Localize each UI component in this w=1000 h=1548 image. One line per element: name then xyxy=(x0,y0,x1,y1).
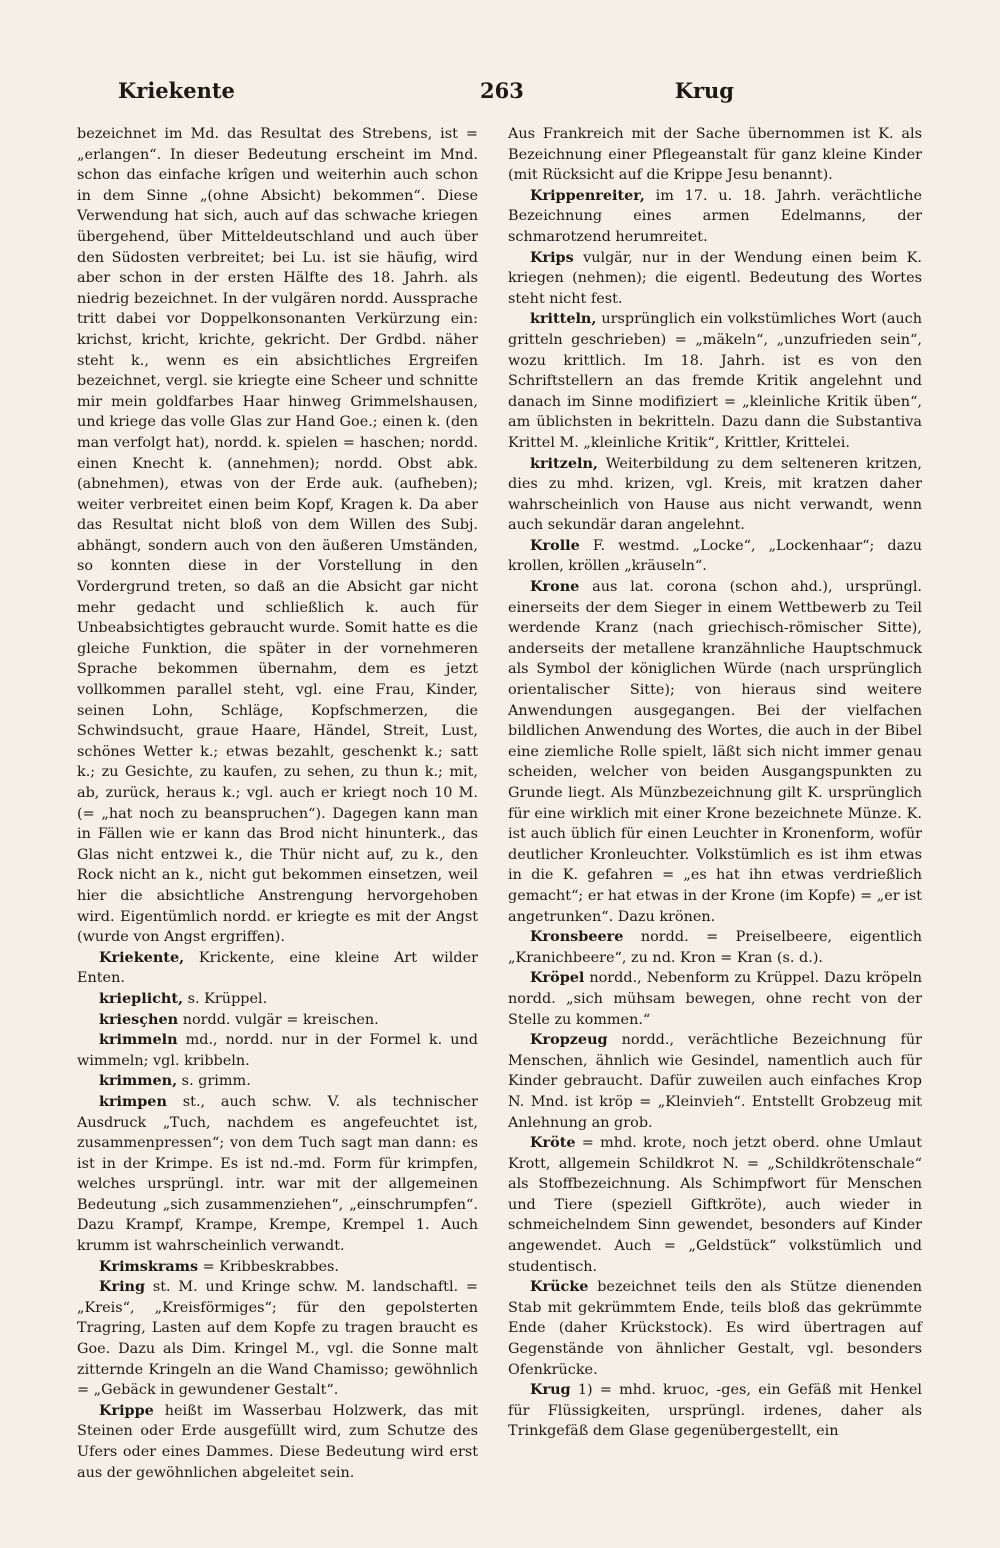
entry-text: nordd. = Preiselbeere, eigentlich „Kranichbeere“, zu nd. Kron = Kran (s. d.). xyxy=(508,929,922,966)
entry-text: im 17. u. 18. Jahrh. verächtliche Bezeichnung eines armen Edelmanns, der schmarotzend herumreitet. xyxy=(508,187,922,245)
entry-headword: Kronsbeere xyxy=(530,928,624,946)
entry-text: heißt im Wasserbau Holzwerk, das mit Steinen oder Erde ausgefüllt wird, zum Schutze des Ufers oder eines Dammes. Diese Bedeutung wird erst aus der gewöhnlichen abgeleitet sein. xyxy=(77,1402,478,1481)
entry-headword: Krips xyxy=(530,248,574,266)
dictionary-entry xyxy=(508,1133,922,1277)
dictionary-entry xyxy=(508,536,922,577)
header-last-entry: Krug xyxy=(674,78,734,103)
dictionary-entry xyxy=(508,968,922,1030)
dictionary-entry xyxy=(77,1030,478,1071)
entry-headword: Krücke xyxy=(530,1278,589,1296)
entry-headword: Krone xyxy=(530,578,580,596)
dictionary-entry xyxy=(508,248,922,310)
entry-headword: krimpen xyxy=(99,1092,167,1110)
entry-text: 1) = mhd. kruoc, -ges, ein Gefäß mit Henkel für Flüssigkeiten, ursprüngl. irdenes, daher als Trinkgefäß dem Glase gegenübergestellt, ein xyxy=(508,1382,922,1440)
entry-text: = Kribbeskrabbes. xyxy=(198,1258,339,1275)
running-header xyxy=(118,78,734,112)
entry-headword: krieplicht, xyxy=(99,989,184,1007)
entry-headword: krimmeln xyxy=(99,1031,178,1049)
entry-headword: kritteln, xyxy=(530,310,597,328)
entry-headword: Krolle xyxy=(530,536,580,554)
entry-text: bezeichnet im Md. das Resultat des Strebens, ist = „erlangen“. In dieser Bedeutung erscheint im Mnd. schon das einfache krîgen und weiterhin auch schon in dem Sinne „(ohne Absicht) bekommen“. Diese Verwendung hat sich, auch auf das schwache kriegen übergehend, über Mitteldeutschland und auch über den Südosten verbreitet; bei Lu. ist sie häufig, wird aber schon in der ersten Hälfte des 18. Jahrh. als niedrig bezeichnet. In der vulgären nordd. Aussprache tritt dabei vor Doppelkonsonanten Verkürzung ein: krichst, kricht, krichte, gekricht. Der Grdbd. näher steht k., wenn es ein absichtliches Ergreifen bezeichnet, vergl. sie kriegte eine Scheer und schnitte mir mein goldfarbes Haar hinweg Grimmelshausen, und kriege das volle Glas zur Hand Goe.; einen k. (den man verfolgt hat), nordd. k. spielen = haschen; nordd. einen Knecht k. (annehmen); nordd. Obst abk. (abnehmen), etwas von der Erde auk. (aufheben); weiter verbreitet einen beim Kopf, Kragen k. Da aber das Resultat nicht bloß von dem Willen des Subj. abhängt, sondern auch von den äußeren Umständen, so konnten diese in der Vorstellung in den Vordergrund treten, so daß an die Absicht gar nicht mehr gedacht und schließlich k. auch für Unbeabsichtigtes gebraucht wurde. Somit hatte es die gleiche Funktion, die später in der vornehmeren Sprache bekommen übernahm, dem es jetzt vollkommen parallel steht, vgl. eine Frau, Kinder, seinen Lohn, Schläge, Kopfschmerzen, die Schwindsucht, graue Haare, Händel, Streit, Lust, schönes Wetter k.; etwas bezahlt, geschenkt k.; satt k.; zu Gesichte, zu kaufen, zu sehen, zu thun k.; mit, ab, zurück, heraus k.; vgl. auch er kriegt noch 10 M. (= „hat noch zu beanspruchen“). Dagegen kann man in Fällen wie er kann das Brod nicht hinunterk., das Glas nicht entzwei k., die Thür nicht auf, zu k., den Rock nicht an k., nicht gut bekommen einsetzen, weil hier die absichtliche Anstrengung hervorgehoben wird. Eigentümlich nordd. er kriegte es mit der Angst (wurde von Angst ergriffen). xyxy=(77,126,478,946)
dictionary-entry xyxy=(77,1010,478,1031)
entry-text: aus lat. corona (schon ahd.), ursprüngl. einerseits der dem Sieger in einem Wettbewerb zu Teil werdende Kranz (nach griechisch-römischer Sitte), anderseits der metallene kranzähnliche Hauptschmuck als Symbol der königlichen Würde (nach ursprünglich orientalischer Sitte); von hieraus sind weitere Anwendungen ausgegangen. Bei der vielfachen bildlichen Anwendung des Wortes, die auch in der Bibel eine ziemliche Rolle spielt, läßt sich nicht immer genau scheiden, welcher von beiden Ausgangspunkten zu Grunde liegt. Als Münzbezeichnung gilt K. ursprünglich für eine wirklich mit einer Krone bezeichnete Münze. K. ist auch üblich für einen Leuchter in Kronenform, wofür deutlicher Kronleuchter. Volkstümlich es ist ihm etwas in die K. gefahren = „es hat ihn etwas verdrießlich gemacht“; er hat etwas in der Krone (im Kopfe) = „er ist angetrunken“. Dazu krönen. xyxy=(508,579,922,925)
page-number: 263 xyxy=(480,78,524,103)
dictionary-entry xyxy=(77,1257,478,1278)
dictionary-entry xyxy=(508,454,922,536)
entry-text: Krickente, eine kleine Art wilder Enten. xyxy=(77,949,478,987)
header-first-entry: Kriekente xyxy=(118,78,235,103)
entry-headword: Kropzeug xyxy=(530,1031,608,1049)
dictionary-entry xyxy=(508,927,922,968)
entry-headword: Kring xyxy=(99,1278,146,1296)
entry-headword: Krug xyxy=(530,1381,571,1399)
dictionary-entry xyxy=(77,1071,478,1092)
entry-text: s. grimm. xyxy=(177,1073,251,1090)
dictionary-entry xyxy=(77,124,478,948)
right-column xyxy=(508,124,922,1440)
dictionary-entry xyxy=(77,1401,478,1483)
dictionary-entry xyxy=(508,309,922,453)
dictionary-entry xyxy=(508,186,922,248)
dictionary-entry xyxy=(77,948,478,989)
entry-text: md., nordd. nur in der Formel k. und wimmeln; vgl. kribbeln. xyxy=(77,1032,478,1069)
entry-headword: krimmen, xyxy=(99,1072,178,1090)
left-column xyxy=(77,124,478,1481)
entry-headword: Krimskrams xyxy=(99,1257,199,1275)
dictionary-entry xyxy=(508,577,922,927)
entry-headword: Kriekente, xyxy=(99,948,185,966)
entry-headword: Krippe xyxy=(99,1401,154,1419)
dictionary-entry xyxy=(77,989,478,1010)
entry-headword: kriesçhen xyxy=(99,1010,179,1028)
entry-headword: Kröte xyxy=(530,1134,576,1152)
entry-text: st., auch schw. V. als technischer Ausdruck „Tuch, nachdem es angefeuchtet ist, zusammenpressen“; von dem Tuch sagt man dann: es ist in der Krimpe. Es ist nd.-md. Form für krimpfen, welches ursprüngl. intr. war mit der allgemeinen Bedeutung „sich zusammenziehen“, „einschrumpfen“. Dazu Krampf, Krampe, Krempe, Krempel 1. Auch krumm ist wahrscheinlich verwandt. xyxy=(77,1093,478,1255)
entry-text: nordd., Nebenform zu Krüppel. Dazu kröpeln nordd. „sich mühsam bewegen, ohne recht von der Stelle zu kommen.“ xyxy=(508,970,922,1028)
entry-text: vulgär, nur in der Wendung einen beim K. kriegen (nehmen); die eigentl. Bedeutung des Wortes steht nicht fest. xyxy=(508,249,922,307)
dictionary-entry xyxy=(508,1277,922,1380)
entry-text: s. Krüppel. xyxy=(183,990,268,1007)
entry-text: nordd. vulgär = kreischen. xyxy=(178,1011,379,1028)
entry-text: ursprünglich ein volkstümliches Wort (auch gritteln geschrieben) = „mäkeln“, „unzufrieden sein“, wozu krittlich. Im 18. Jahrh. ist es von den Schriftstellern an das fremde Kritik angelehnt und danach im Sinne modifiziert = „kleinliche Kritik üben“, am üblichsten in bekritteln. Dazu dann die Substantiva Krittel M. „kleinliche Kritik“, Krittler, Krittelei. xyxy=(508,311,922,451)
entry-text: bezeichnet teils den als Stütze dienenden Stab mit gekrümmtem Ende, teils bloß das gekrümmte Ende (daher Krückstock). Es wird übertragen auf Gegenstände von ähnlicher Gestalt, vgl. besonders Ofenkrücke. xyxy=(508,1279,922,1378)
dictionary-entry xyxy=(508,1380,922,1442)
entry-headword: kritzeln, xyxy=(530,454,598,472)
dictionary-entry xyxy=(508,124,922,186)
entry-text: = mhd. krote, noch jetzt oberd. ohne Umlaut Krott, allgemein Schildkrot N. = „Schildkrötenschale“ als Stoffbezeichnung. Als Schimpfwort für Menschen und Tiere (speziell Giftkröte), auch wieder in schmeichelndem Sinn gewendet, besonders auf Kinder angewendet. Auch = „Geldstück“ volkstümlich und studentisch. xyxy=(508,1135,922,1275)
dictionary-entry xyxy=(77,1277,478,1401)
entry-text: F. westmd. „Locke“, „Lockenhaar“; dazu krollen, kröllen „kräuseln“. xyxy=(508,537,922,575)
entry-headword: Kröpel xyxy=(530,969,585,987)
dictionary-entry xyxy=(508,1030,922,1133)
entry-text: st. M. und Kringe schw. M. landschaftl. = „Kreis“, „Kreisförmiges“; für den gepolsterten Tragring, Lasten auf dem Kopfe zu tragen braucht es Goe. Dazu als Dim. Kringel M., vgl. die Sonne malt zitternde Kringeln an die Wand Chamisso; gewöhnlich = „Gebäck in gewundener Gestalt“. xyxy=(77,1279,478,1399)
entry-headword: Krippenreiter, xyxy=(530,186,645,204)
entry-text: Weiterbildung zu dem selteneren kritzen, dies zu mhd. krizen, vgl. Kreis, mit kratzen daher wahrscheinlich von Hause aus nicht verwandt, wenn auch sekundär daran angelehnt. xyxy=(508,455,922,534)
dictionary-entry xyxy=(77,1092,478,1257)
entry-text: nordd., verächtliche Bezeichnung für Menschen, ähnlich wie Gesindel, namentlich auch für Kinder gebraucht. Dafür zuweilen auch einfaches Krop N. Mnd. ist kröp = „Kleinvieh“. Entstellt Grobzeug mit Anlehnung an grob. xyxy=(508,1032,922,1131)
entry-text: Aus Frankreich mit der Sache übernommen ist K. als Bezeichnung einer Pflegeanstalt für ganz kleine Kinder (mit Rücksicht auf die Krippe Jesu benannt). xyxy=(508,126,922,184)
